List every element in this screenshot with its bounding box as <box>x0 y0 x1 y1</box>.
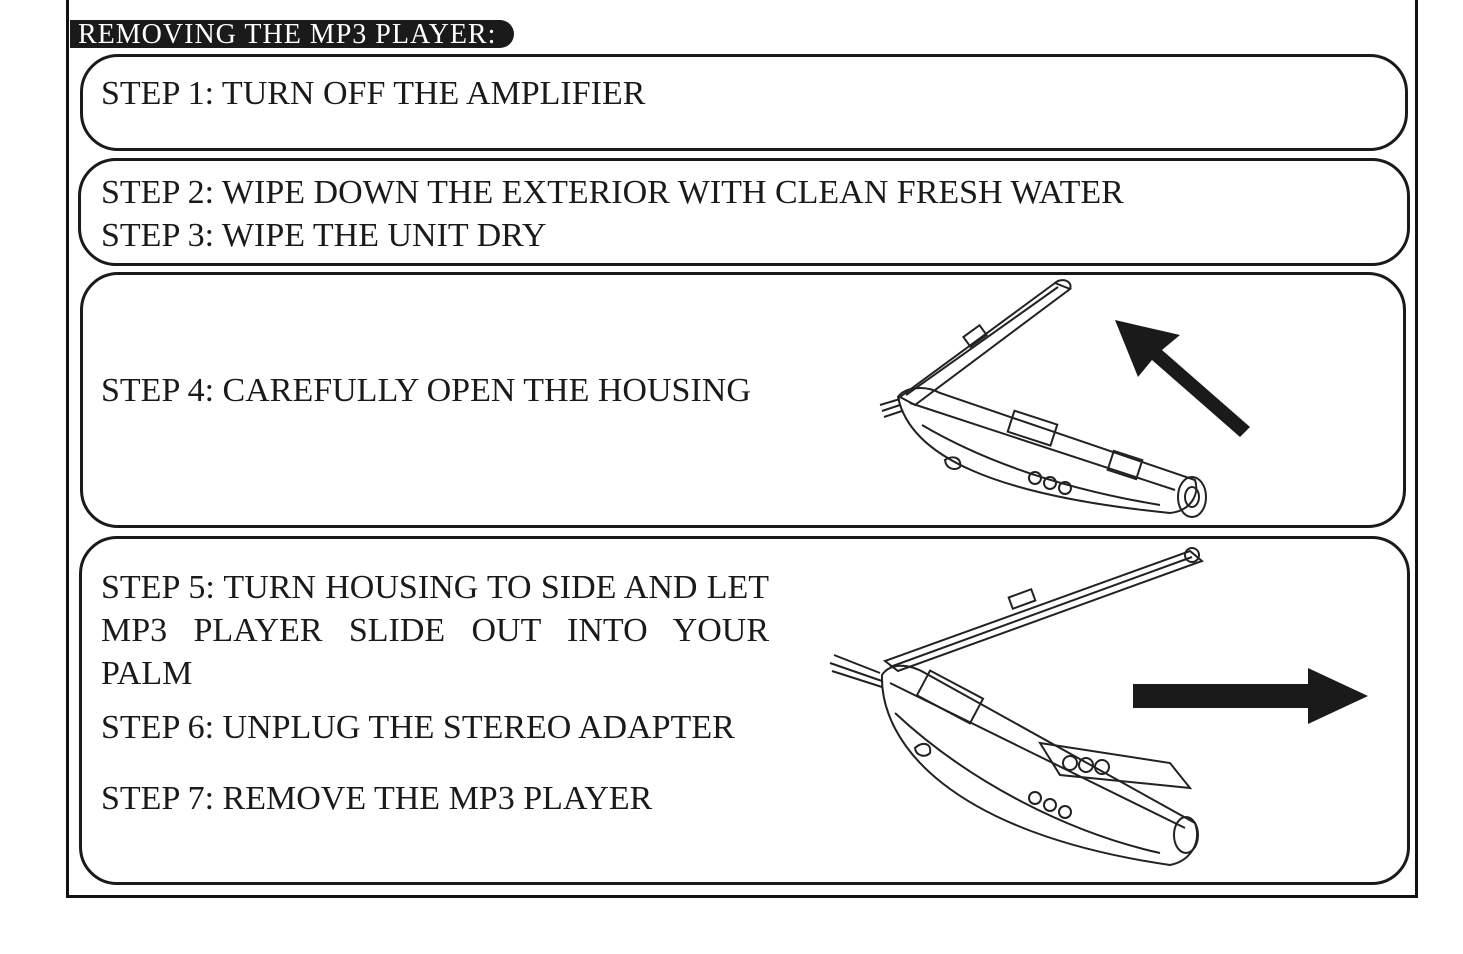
section-title: REMOVING THE MP3 PLAYER: <box>70 20 514 48</box>
step-1-text: STEP 1: TURN OFF THE AMPLIFIER <box>101 75 646 112</box>
step-4-text: STEP 4: CAREFULLY OPEN THE HOUSING <box>101 372 751 409</box>
step-2-text: STEP 2: WIPE DOWN THE EXTERIOR WITH CLEAN FRESH WATER <box>101 174 1124 211</box>
arrow-right-icon <box>1133 668 1368 724</box>
step-5-text: STEP 5: TURN HOUSING TO SIDE AND LET MP3 PLAYER SLIDE OUT INTO YOUR PALM <box>101 569 769 692</box>
step-6-text: STEP 6: UNPLUG THE STEREO ADAPTER <box>101 709 735 746</box>
step-3-text: STEP 3: WIPE THE UNIT DRY <box>101 217 547 254</box>
arrow-up-left-icon <box>1110 315 1255 440</box>
step-7-text: STEP 7: REMOVE THE MP3 PLAYER <box>101 780 653 817</box>
